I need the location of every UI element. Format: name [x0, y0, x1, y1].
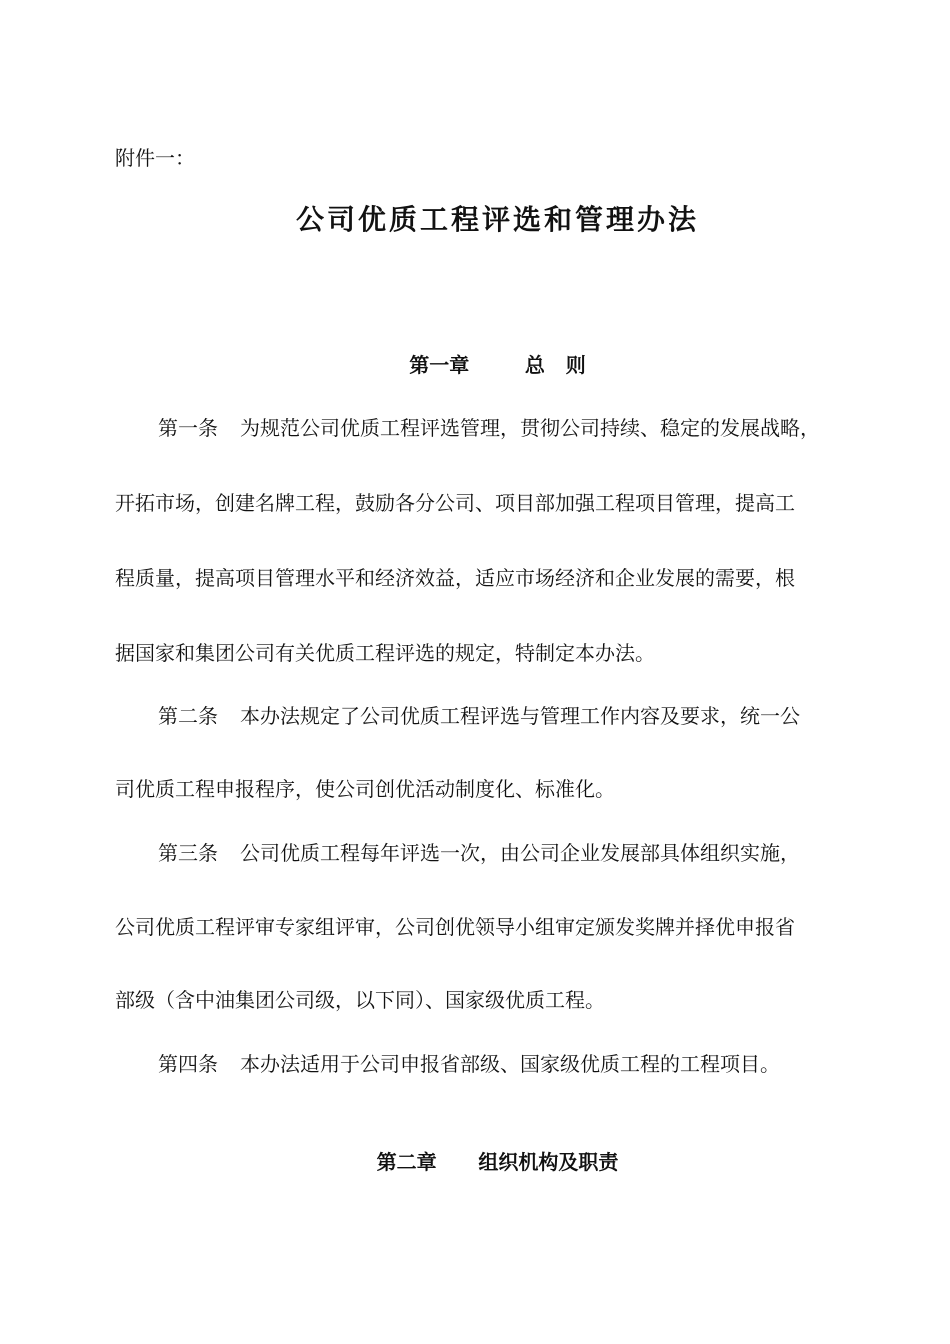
article-label: 第四条 [158, 1052, 218, 1076]
article-text: 本办法规定了公司优质工程评选与管理工作内容及要求，统一公 [240, 704, 800, 728]
article-text: 公司优质工程每年评选一次，由公司企业发展部具体组织实施， [240, 841, 800, 865]
chapter-heading: 第二章 组织机构及职责 [376, 1150, 619, 1174]
article-first-line [158, 1049, 780, 1079]
article-text-line: 开拓市场，创建名牌工程，鼓励各分公司、项目部加强工程项目管理，提高工 [115, 491, 795, 515]
document-title: 公司优质工程评选和管理办法 [295, 203, 699, 236]
article-text-line: 公司优质工程评审专家组评审，公司创优领导小组审定颁发奖牌并择优申报省 [115, 915, 795, 939]
article-text-line: 程质量，提高项目管理水平和经济效益，适应市场经济和企业发展的需要，根 [115, 566, 795, 590]
article-text: 为规范公司优质工程评选管理，贯彻公司持续、稳定的发展战略， [240, 416, 820, 440]
attachment-label: 附件一： [115, 146, 195, 170]
article-text-line: 部级（含中油集团公司级，以下同）、国家级优质工程。 [115, 988, 605, 1012]
article-label: 第三条 [158, 841, 218, 865]
article-label: 第二条 [158, 704, 218, 728]
chapter-heading: 第一章 总 则 [409, 353, 586, 377]
article-text: 本办法适用于公司申报省部级、国家级优质工程的工程项目。 [240, 1052, 780, 1076]
article-first-line [158, 701, 800, 731]
article-text-line: 司优质工程申报程序，使公司创优活动制度化、标准化。 [115, 777, 615, 801]
article-first-line [158, 838, 800, 868]
article-label: 第一条 [158, 416, 218, 440]
article-text-line: 据国家和集团公司有关优质工程评选的规定，特制定本办法。 [115, 641, 655, 665]
article-first-line [158, 413, 820, 443]
